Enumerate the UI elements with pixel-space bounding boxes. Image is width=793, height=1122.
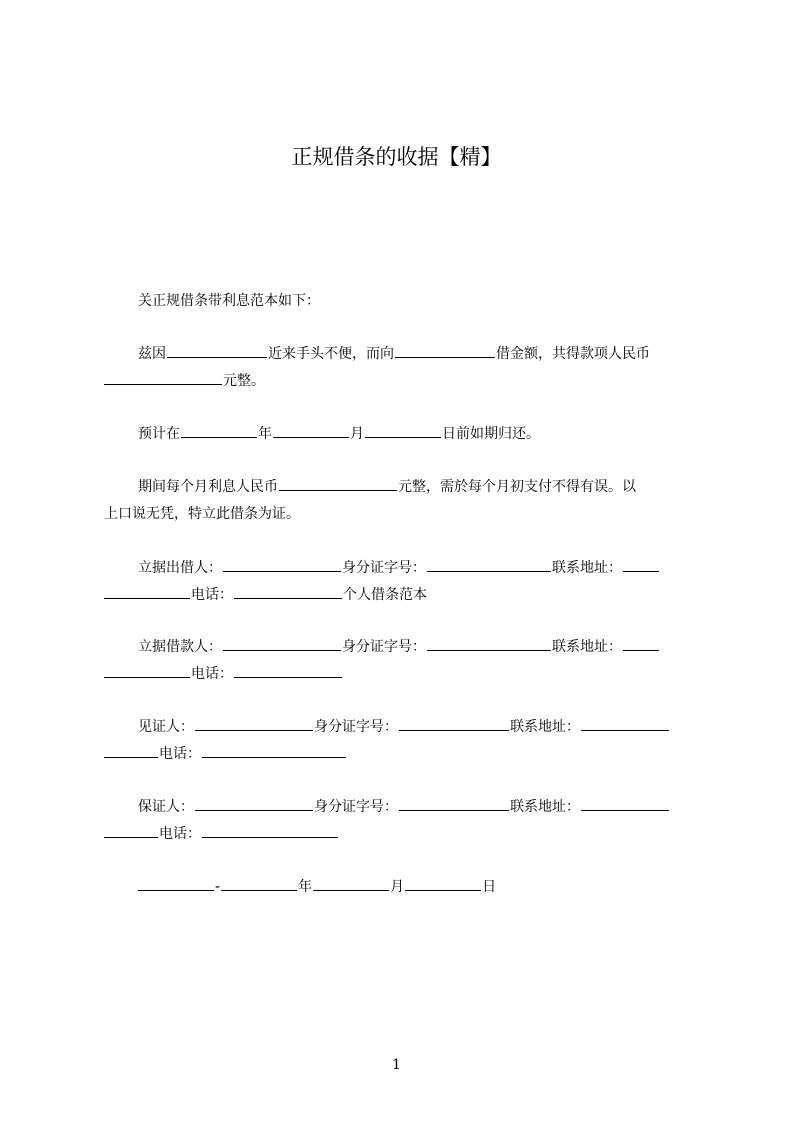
reason-line-2 <box>104 368 702 395</box>
document-title: 正规借条的收据【精】 <box>291 145 502 169</box>
blank-guarantor-signature[interactable] <box>195 796 313 811</box>
witness-text-c: 联系地址： <box>510 719 580 735</box>
interest-line-2 <box>104 501 702 528</box>
guarantor-line-2 <box>104 821 702 848</box>
blank-witness-id[interactable] <box>399 716 509 731</box>
reason-text-d: 元整。 <box>223 373 265 389</box>
page-number: 1 <box>392 1057 401 1073</box>
date-text-a: - <box>215 879 221 895</box>
blank-witness-phone[interactable] <box>202 743 346 758</box>
guarantor-paragraph <box>104 794 702 848</box>
guarantor-text-c: 联系地址： <box>510 799 580 815</box>
date-line <box>104 874 702 901</box>
blank-lender-phone[interactable] <box>234 584 342 599</box>
witness-line-2 <box>104 741 702 768</box>
reason-paragraph <box>104 341 702 395</box>
witness-text-a: 见证人： <box>138 719 194 735</box>
blank-borrower-address[interactable] <box>623 636 659 651</box>
interest-text-c: 上口说无凭，特立此借条为证。 <box>104 506 300 522</box>
witness-paragraph <box>104 714 702 768</box>
lender-text-d: 电话： <box>191 587 233 603</box>
borrower-text-d: 电话： <box>191 666 233 682</box>
witness-line-1 <box>104 714 702 741</box>
lender-text-a: 立据出借人： <box>138 560 222 576</box>
lender-text-b: 身分证字号： <box>342 560 426 576</box>
blank-date-year[interactable] <box>221 876 297 891</box>
reason-text-b: 近来手头不便，而向 <box>268 346 394 362</box>
borrower-line-2 <box>104 661 702 688</box>
blank-lender-id[interactable] <box>427 557 551 572</box>
blank-guarantor-address[interactable] <box>581 796 669 811</box>
reason-line-1 <box>104 341 702 368</box>
blank-lender-signature[interactable] <box>223 557 341 572</box>
blank-witness-address-cont[interactable] <box>104 743 158 758</box>
repay-text-c: 月 <box>350 426 364 442</box>
witness-text-d: 电话： <box>159 746 201 762</box>
blank-monthly-interest[interactable] <box>279 476 397 491</box>
interest-text-a: 期间每个月利息人民币 <box>138 479 278 495</box>
reason-text-a: 兹因 <box>138 346 166 362</box>
date-text-d: 日 <box>482 879 497 895</box>
repay-line <box>104 421 702 448</box>
blank-borrower-signature[interactable] <box>223 636 341 651</box>
blank-date-start[interactable] <box>138 876 214 891</box>
borrower-paragraph <box>104 634 702 688</box>
lender-line-1 <box>104 555 702 582</box>
date-text-b: 年 <box>298 879 313 895</box>
blank-witness-signature[interactable] <box>195 716 313 731</box>
blank-lender-address[interactable] <box>623 557 659 572</box>
guarantor-text-d: 电话： <box>159 826 201 842</box>
blank-lender-name[interactable] <box>395 343 495 358</box>
reason-text-c: 借金额，共得款项人民币 <box>496 346 650 362</box>
repay-text-b: 年 <box>258 426 272 442</box>
witness-text-b: 身分证字号： <box>314 719 398 735</box>
blank-date-day[interactable] <box>405 876 481 891</box>
borrower-text-a: 立据借款人： <box>138 639 222 655</box>
interest-line-1 <box>104 474 702 501</box>
blank-date-month[interactable] <box>313 876 389 891</box>
blank-borrower-address-cont[interactable] <box>104 663 190 678</box>
guarantor-line-1 <box>104 794 702 821</box>
blank-repay-month[interactable] <box>273 423 349 438</box>
lender-text-c: 联系地址： <box>552 560 622 576</box>
guarantor-text-b: 身分证字号： <box>314 799 398 815</box>
blank-witness-address[interactable] <box>581 716 669 731</box>
guarantor-text-a: 保证人： <box>138 799 194 815</box>
intro-paragraph <box>104 288 702 315</box>
repay-paragraph <box>104 421 702 448</box>
blank-lender-address-cont[interactable] <box>104 584 190 599</box>
blank-borrower-id[interactable] <box>427 636 551 651</box>
blank-borrower-phone[interactable] <box>234 663 342 678</box>
blank-guarantor-id[interactable] <box>399 796 509 811</box>
lender-line-2 <box>104 582 702 609</box>
borrower-text-c: 联系地址： <box>552 639 622 655</box>
repay-text-d: 日前如期归还。 <box>442 426 540 442</box>
lender-text-e: 个人借条范本 <box>343 587 427 603</box>
lender-paragraph <box>104 555 702 609</box>
interest-text-b: 元整，需於每个月初支付不得有误。以 <box>398 479 636 495</box>
blank-repay-year[interactable] <box>181 423 257 438</box>
interest-paragraph <box>104 474 702 528</box>
blank-borrower-reason[interactable] <box>167 343 267 358</box>
date-text-c: 月 <box>390 879 405 895</box>
date-paragraph <box>104 874 702 901</box>
repay-text-a: 预计在 <box>138 426 180 442</box>
blank-repay-day[interactable] <box>365 423 441 438</box>
borrower-line-1 <box>104 634 702 661</box>
borrower-text-b: 身分证字号： <box>342 639 426 655</box>
blank-guarantor-phone[interactable] <box>202 823 338 838</box>
intro-text: 关正规借条带利息范本如下： <box>138 293 320 309</box>
blank-loan-amount[interactable] <box>104 370 222 385</box>
blank-guarantor-address-cont[interactable] <box>104 823 158 838</box>
